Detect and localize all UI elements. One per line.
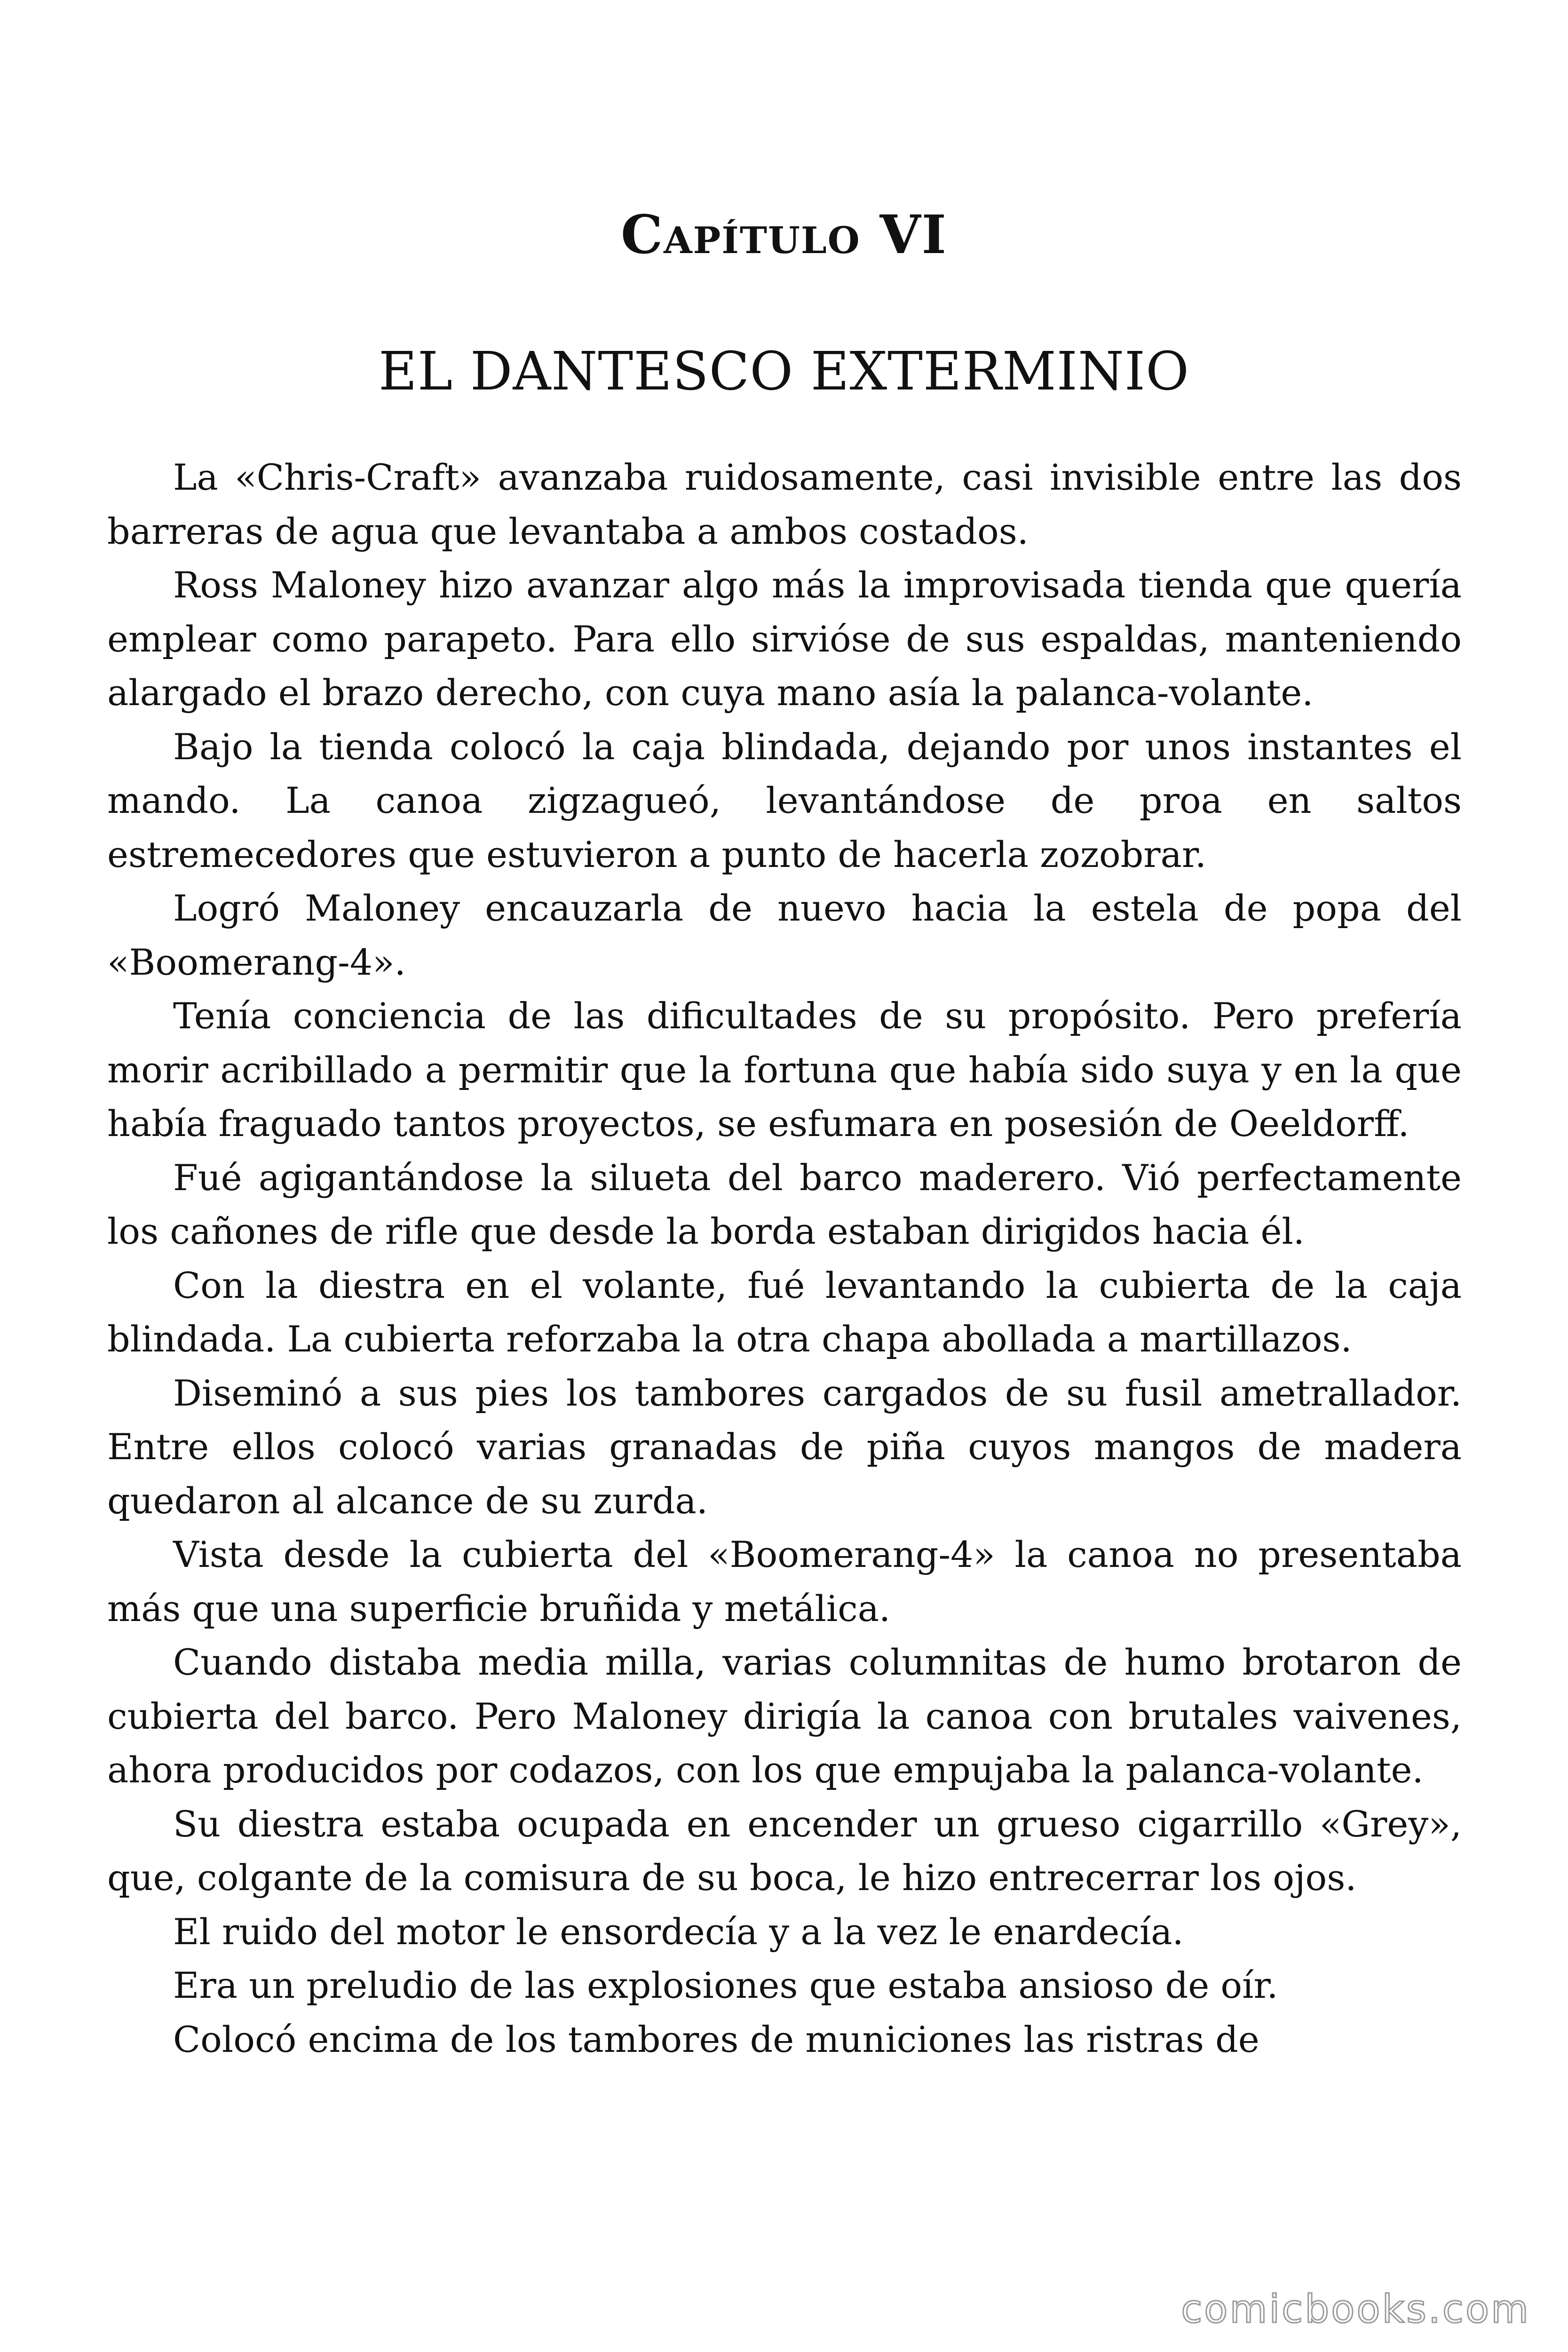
paragraph: Su diestra estaba ocupada en encender un grueso cigarrillo «Grey», que, colgante de la comisura de su boca, le hizo entrecerrar los ojos. xyxy=(107,1803,1462,1899)
paragraph: Diseminó a sus pies los tambores cargados de su fusil ametrallador. Entre ellos colocó varias granadas de piña cuyos mangos de madera quedaron al alcance de su zurda. xyxy=(107,1372,1462,1522)
paragraph: Era un preludio de las explosiones que estaba ansioso de oír. xyxy=(173,1964,1278,2006)
paragraph: Ross Maloney hizo avanzar algo más la improvisada tienda que quería emplear como parapeto. Para ello sirvióse de sus espaldas, manteniendo alargado el brazo derecho, con cuya mano asía la palanca-volante. xyxy=(107,564,1462,714)
chapter-heading xyxy=(0,202,1568,268)
paragraph: El ruido del motor le ensordecía y a la vez le enardecía. xyxy=(173,1910,1184,1953)
paragraph: La «Chris-Craft» avanzaba ruidosamente, casi invisible entre las dos barreras de agua que levantaba a ambos costados. xyxy=(107,456,1462,552)
chapter-number: VI xyxy=(879,204,947,266)
watermark: comicbooks.com xyxy=(1181,2287,1530,2332)
paragraph: Colocó encima de los tambores de municiones las ristras de xyxy=(173,2018,1259,2060)
chapter-title: EL DANTESCO EXTERMINIO xyxy=(379,341,1189,402)
body-text xyxy=(107,451,1462,2066)
paragraph: Cuando distaba media milla, varias columnitas de humo brotaron de cubierta del barco. Pero Maloney dirigía la canoa con brutales vaivenes, ahora producidos por codazos, con los que empujaba la palanca-volante. xyxy=(107,1641,1462,1791)
paragraph: Con la diestra en el volante, fué levantando la cubierta de la caja blindada. La cubierta reforzaba la otra chapa abollada a martillazos. xyxy=(107,1264,1462,1360)
paragraph: Vista desde la cubierta del «Boomerang-4» la canoa no presentaba más que una superficie bruñida y metálica. xyxy=(107,1534,1462,1629)
paragraph: Logró Maloney encauzarla de nuevo hacia la estela de popa del «Boomerang-4». xyxy=(107,887,1462,983)
chapter-label: Capítulo xyxy=(621,204,861,266)
paragraph: Tenía conciencia de las dificultades de su propósito. Pero prefería morir acribillado a permitir que la fortuna que había sido suya y en la que había fraguado tantos proyectos, se esfumara en posesión de Oeeldorff. xyxy=(107,995,1462,1144)
paragraph: Bajo la tienda colocó la caja blindada, dejando por unos instantes el mando. La canoa zigzagueó, levantándose de proa en saltos estremecedores que estuvieron a punto de hacerla zozobrar. xyxy=(107,725,1462,875)
paragraph: Fué agigantándose la silueta del barco maderero. Vió perfectamente los cañones de rifle que desde la borda estaban dirigidos hacia él. xyxy=(107,1156,1462,1252)
